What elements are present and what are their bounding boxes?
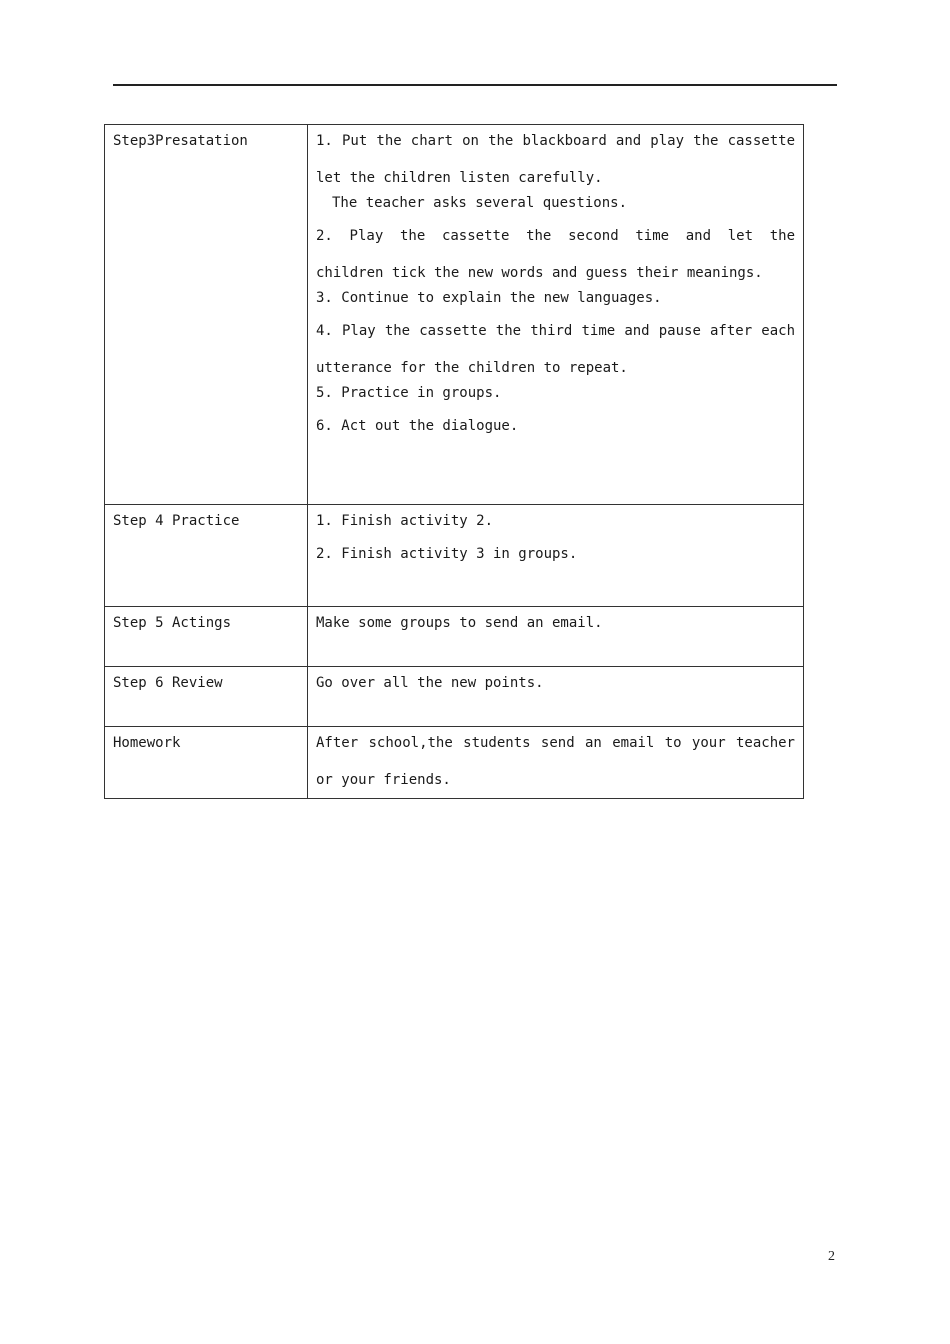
step-item: Make some groups to send an email. <box>316 615 603 631</box>
step-item: 2. Finish activity 3 in groups. <box>316 546 578 562</box>
step-content <box>308 505 804 607</box>
step-item: 1. Finish activity 2. <box>316 513 494 529</box>
page-number: 2 <box>828 1249 835 1264</box>
table-row-step4 <box>105 505 804 607</box>
table-row-step6 <box>105 667 804 727</box>
step-item: 3. Continue to explain the new languages. <box>316 290 662 306</box>
step-item: 2. Play the cassette the second time and let the children tick the new words and guess their meanings. <box>316 228 795 281</box>
step-label: Step3Presatation <box>105 125 308 505</box>
step-item: The teacher asks several questions. <box>332 195 628 211</box>
step-content <box>308 727 804 799</box>
step-item: 6. Act out the dialogue. <box>316 418 519 434</box>
table-row-step5 <box>105 607 804 667</box>
table-row-step3 <box>105 125 804 505</box>
step-item: Go over all the new points. <box>316 675 544 691</box>
step-content <box>308 125 804 505</box>
step-content <box>308 607 804 667</box>
step-content <box>308 667 804 727</box>
header-rule <box>113 84 837 86</box>
step-item: 5. Practice in groups. <box>316 385 502 401</box>
lesson-steps-table <box>104 124 804 799</box>
step-item: 4. Play the cassette the third time and pause after each utterance for the children to repeat. <box>316 323 795 376</box>
step-item: 1. Put the chart on the blackboard and play the cassette let the children listen carefully. <box>316 133 795 186</box>
step-label: Homework <box>105 727 308 799</box>
table-row-homework <box>105 727 804 799</box>
step-item: After school,the students send an email to your teacher or your friends. <box>316 735 795 788</box>
step-label: Step 6 Review <box>105 667 308 727</box>
step-label: Step 5 Actings <box>105 607 308 667</box>
step-label: Step 4 Practice <box>105 505 308 607</box>
